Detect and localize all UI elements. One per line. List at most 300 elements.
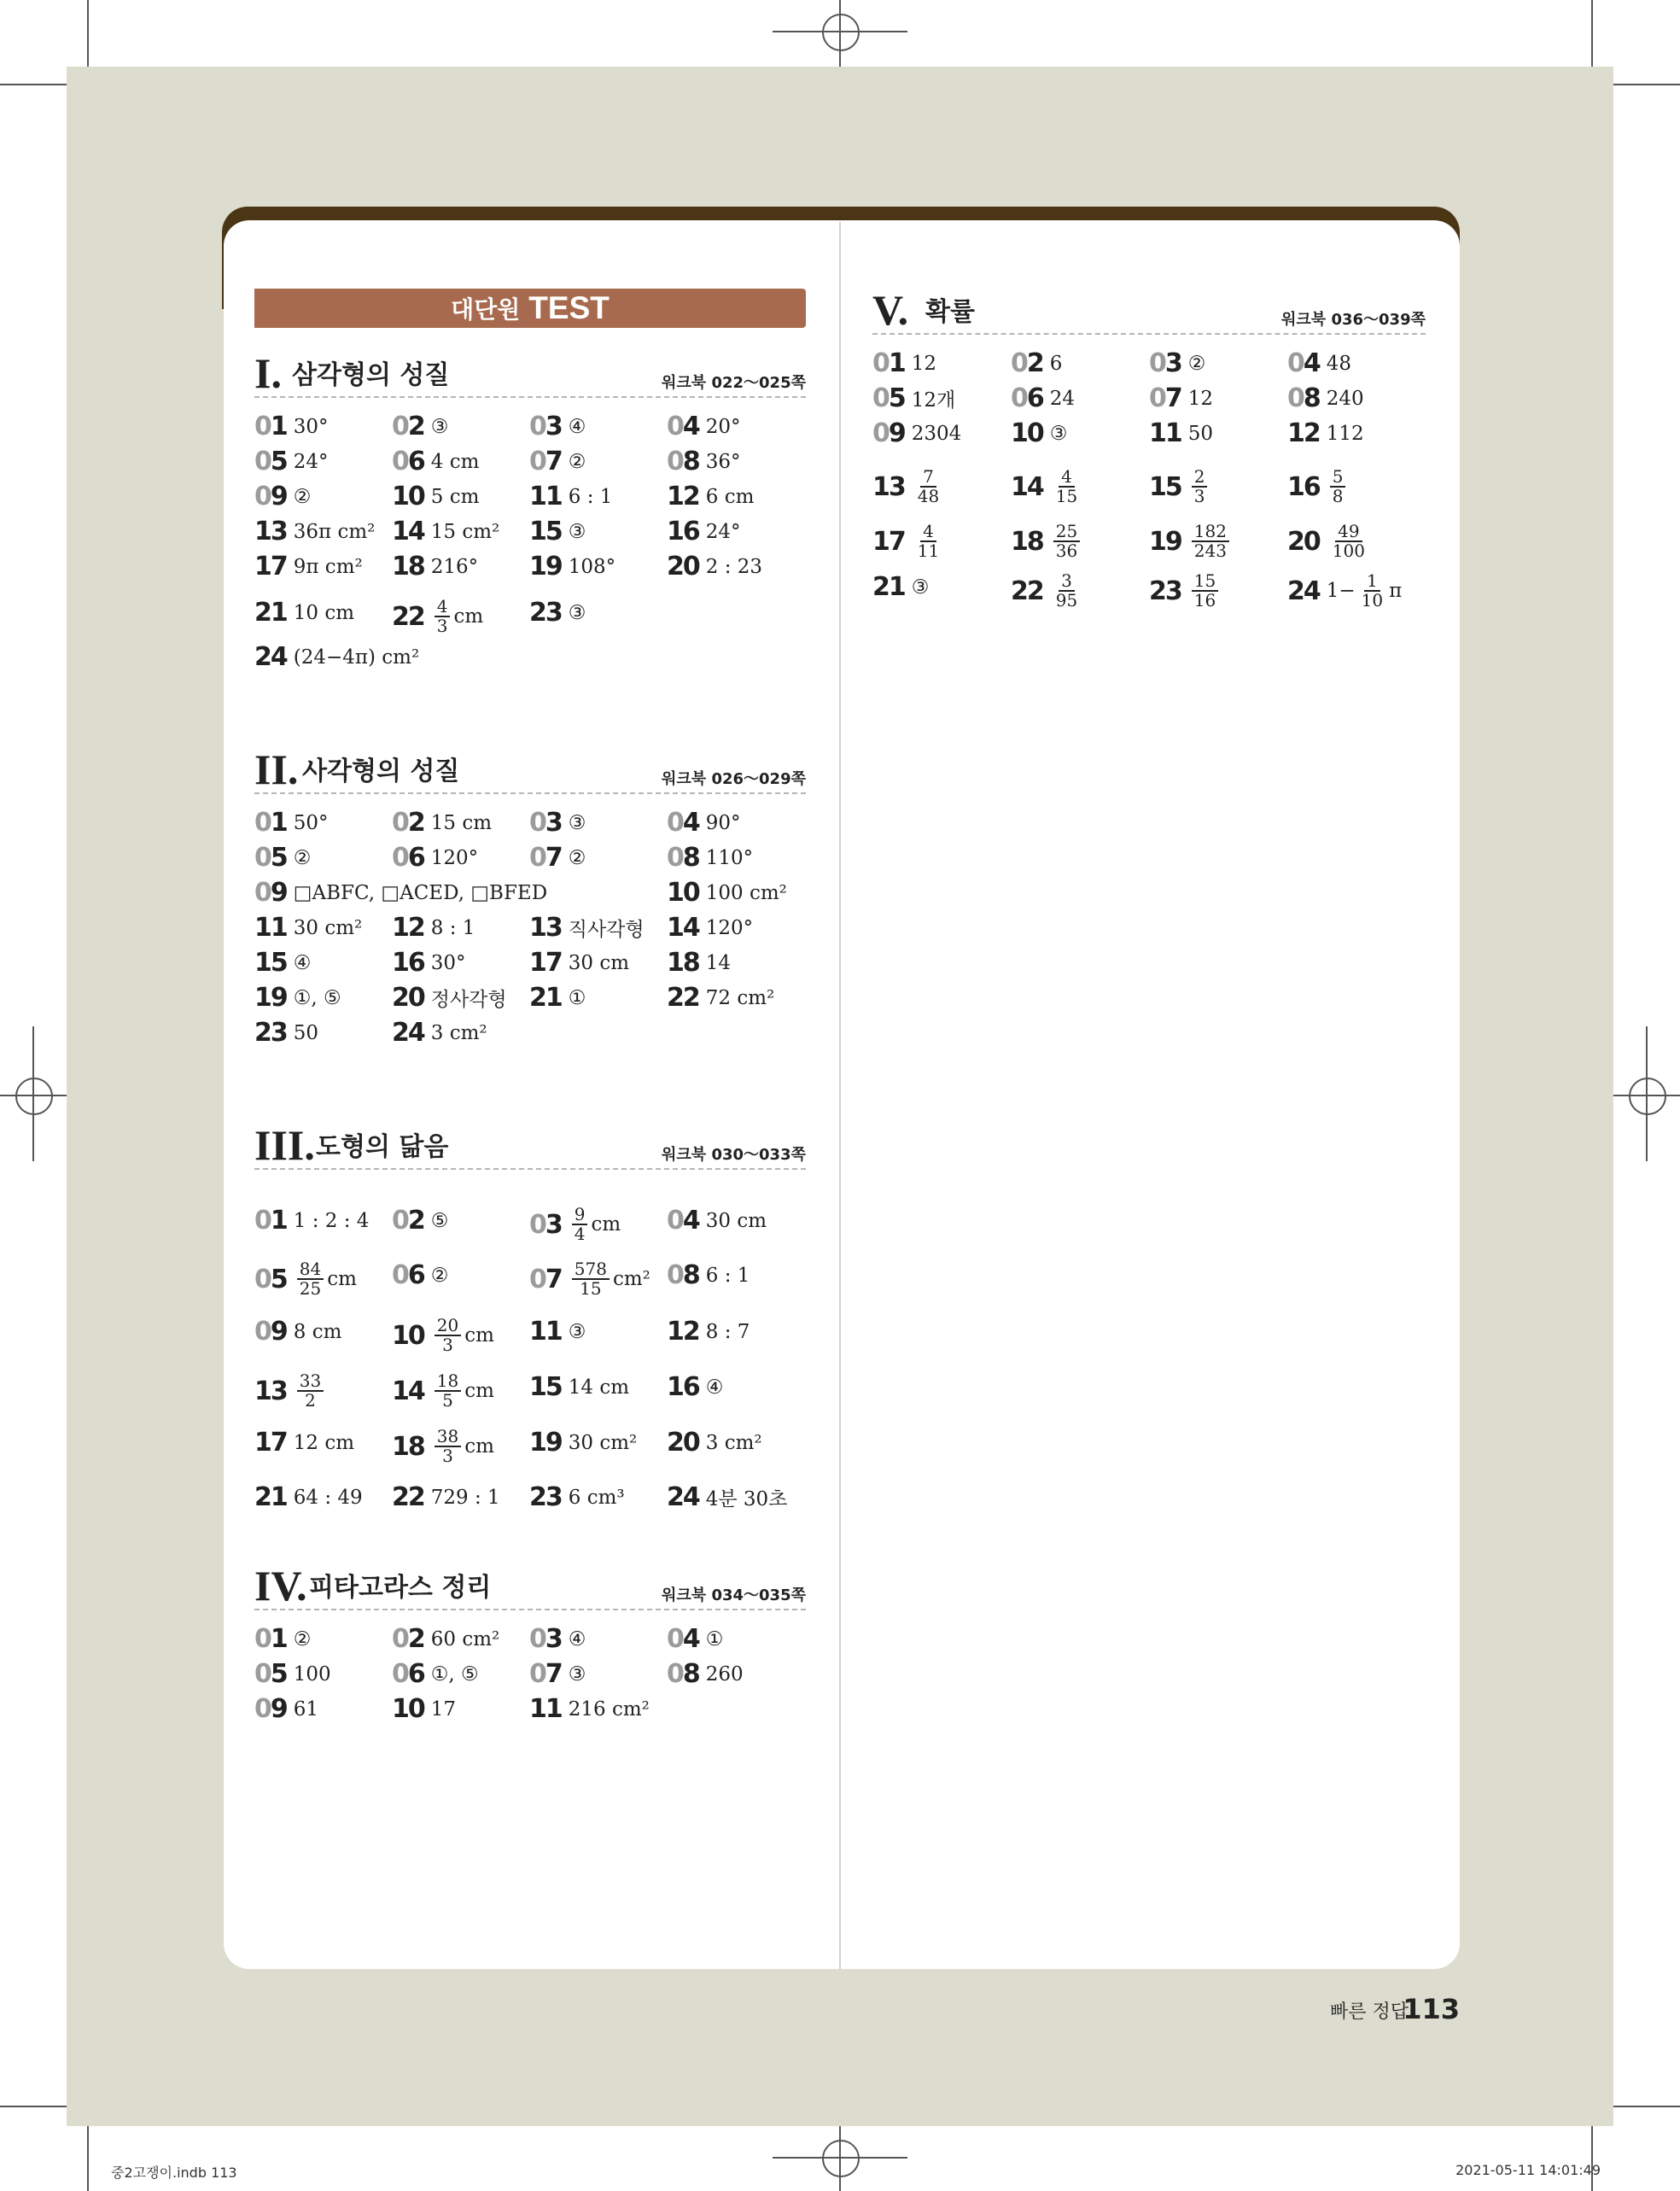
number-digit: 2 bbox=[407, 1206, 424, 1236]
leading-zero: 0 bbox=[254, 1264, 271, 1294]
answer-item bbox=[667, 412, 741, 441]
answer-unit: cm bbox=[453, 605, 484, 628]
number-digit: 6 bbox=[1026, 383, 1043, 413]
number-digit: 4 bbox=[682, 1206, 699, 1236]
answer-unit: cm² bbox=[612, 1268, 650, 1290]
answer-unit: cm bbox=[591, 1213, 621, 1236]
fraction-denominator: 2 bbox=[305, 1390, 316, 1411]
answer-text: ③ bbox=[1049, 422, 1068, 445]
answer-text: 216 cm² bbox=[568, 1697, 650, 1721]
answer-text: ④ bbox=[705, 1376, 724, 1399]
number-digit: 5 bbox=[888, 383, 905, 413]
answer-text: 14 cm bbox=[568, 1376, 630, 1399]
section-4 bbox=[254, 1557, 806, 1724]
answer-text: ② bbox=[293, 485, 312, 508]
answer-text: ② bbox=[293, 846, 312, 869]
answer-item bbox=[392, 552, 478, 581]
number-digit: 9 bbox=[270, 482, 287, 511]
answer-text: ① bbox=[705, 1627, 724, 1651]
workbook-reference: 워크북 026～029쪽 bbox=[662, 770, 806, 788]
answer-text: 3 cm² bbox=[430, 1021, 487, 1044]
question-number bbox=[254, 482, 287, 511]
answer-text: 48 bbox=[1326, 352, 1352, 375]
answer-item bbox=[254, 412, 329, 441]
question-number: 16 bbox=[667, 517, 699, 546]
question-number: 18 bbox=[392, 1431, 424, 1462]
leading-zero: 0 bbox=[392, 843, 408, 873]
answer-text: 직사각형 bbox=[568, 919, 645, 941]
number-digit: 7 bbox=[545, 1659, 562, 1689]
number-digit: 9 bbox=[888, 418, 905, 448]
crop-mark bbox=[87, 2126, 89, 2191]
answer-item bbox=[529, 447, 586, 476]
answer-text: 6 : 1 bbox=[705, 1264, 750, 1287]
answer-prefix: 1− bbox=[1326, 580, 1356, 602]
question-number bbox=[1149, 348, 1181, 378]
leading-zero: 0 bbox=[872, 348, 889, 378]
answer-item bbox=[667, 1206, 767, 1236]
answer-text: 30 cm bbox=[568, 951, 630, 974]
fraction-denominator: 3 bbox=[436, 616, 448, 636]
answer-item bbox=[529, 1372, 629, 1402]
question-number bbox=[392, 1206, 424, 1236]
question-number bbox=[254, 1317, 287, 1347]
question-number: 18 bbox=[1011, 526, 1043, 557]
answer-item bbox=[667, 447, 741, 476]
answer-text: 110° bbox=[705, 846, 754, 869]
answer-text: 10 cm bbox=[293, 601, 355, 624]
answer-text: 15 cm bbox=[430, 811, 493, 834]
number-digit: 4 bbox=[682, 412, 699, 441]
answer-text: ①, ⑤ bbox=[293, 986, 341, 1009]
fraction bbox=[572, 1206, 588, 1243]
fraction bbox=[435, 1428, 461, 1465]
answer-item bbox=[254, 1428, 354, 1458]
number-digit: 5 bbox=[270, 447, 287, 476]
answer-text: 112 bbox=[1326, 422, 1364, 445]
answer-item bbox=[872, 348, 936, 378]
question-number: 17 bbox=[529, 948, 562, 978]
section-1 bbox=[254, 345, 806, 672]
question-number: 17 bbox=[254, 1428, 287, 1458]
fraction-denominator: 15 bbox=[1055, 486, 1078, 506]
crop-mark bbox=[1591, 2126, 1593, 2191]
answer-unit: cm bbox=[464, 1435, 494, 1458]
answer-item bbox=[1287, 383, 1364, 413]
answer-text: 100 cm² bbox=[705, 881, 787, 904]
answer-text: ② bbox=[568, 846, 586, 869]
banner-word: TEST bbox=[528, 290, 610, 325]
section-title: 사각형의 성질 bbox=[302, 757, 460, 786]
answer-item bbox=[392, 1018, 487, 1048]
section-3 bbox=[254, 1117, 806, 1512]
number-digit: 5 bbox=[270, 843, 287, 873]
answer-item bbox=[254, 808, 329, 838]
fraction-denominator: 11 bbox=[917, 540, 940, 561]
fraction-numerator: 2 bbox=[1192, 468, 1208, 488]
leading-zero: 0 bbox=[392, 808, 408, 838]
answer-item bbox=[529, 598, 586, 628]
answer-item bbox=[667, 1317, 750, 1347]
answer-item bbox=[529, 517, 586, 546]
registration-mark bbox=[32, 1026, 34, 1161]
answer-item bbox=[254, 1482, 363, 1512]
number-digit: 8 bbox=[682, 447, 699, 476]
fraction-numerator: 578 bbox=[572, 1260, 610, 1280]
leading-zero: 0 bbox=[667, 1260, 683, 1290]
answer-item bbox=[529, 1659, 586, 1689]
answer-item bbox=[392, 1624, 499, 1654]
answer-text: 14 bbox=[705, 951, 732, 974]
question-number: 14 bbox=[667, 913, 699, 943]
answer-item bbox=[529, 1206, 621, 1243]
question-number bbox=[667, 843, 699, 873]
question-number: 24 bbox=[254, 642, 287, 672]
leading-zero: 0 bbox=[529, 808, 545, 838]
answer-item bbox=[254, 1694, 318, 1724]
answer-text: 4분 30초 bbox=[705, 1488, 788, 1510]
fraction bbox=[572, 1260, 610, 1298]
answer-item bbox=[392, 1482, 500, 1512]
fraction-denominator: 243 bbox=[1193, 540, 1227, 561]
answer-text: 90° bbox=[705, 811, 741, 834]
answer-item bbox=[667, 1659, 744, 1689]
answer-text: ⑤ bbox=[430, 1209, 449, 1232]
answer-text: 1 : 2 : 4 bbox=[293, 1209, 370, 1232]
number-digit: 6 bbox=[407, 447, 424, 476]
answer-text: 30 cm bbox=[705, 1209, 767, 1232]
question-number bbox=[529, 1210, 562, 1240]
workbook-reference: 워크북 022～025쪽 bbox=[662, 374, 806, 392]
question-number bbox=[254, 447, 287, 476]
question-number bbox=[872, 348, 905, 378]
answer-text: 12개 bbox=[911, 389, 956, 412]
crop-mark bbox=[1613, 84, 1680, 85]
number-digit: 2 bbox=[407, 412, 424, 441]
question-number bbox=[529, 447, 562, 476]
answer-item bbox=[254, 1624, 311, 1654]
leading-zero: 0 bbox=[667, 447, 683, 476]
fraction-denominator: 10 bbox=[1361, 590, 1384, 611]
leading-zero: 0 bbox=[254, 1694, 271, 1724]
fraction-numerator: 84 bbox=[297, 1260, 324, 1280]
number-digit: 3 bbox=[545, 808, 562, 838]
section-header bbox=[254, 741, 806, 794]
leading-zero: 0 bbox=[254, 1659, 271, 1689]
answer-text: ③ bbox=[911, 576, 930, 599]
fraction bbox=[1330, 523, 1368, 560]
answer-item bbox=[392, 412, 448, 441]
answer-text: ③ bbox=[568, 1320, 586, 1343]
leading-zero: 0 bbox=[667, 843, 683, 873]
registration-mark bbox=[822, 14, 860, 51]
answer-text: 12 bbox=[911, 352, 937, 375]
answer-item bbox=[254, 1206, 369, 1236]
answer-item bbox=[667, 1624, 723, 1654]
answer-item bbox=[254, 878, 547, 908]
answer-text: 8 : 1 bbox=[430, 916, 475, 939]
answer-item bbox=[1287, 418, 1364, 448]
crop-mark bbox=[1591, 0, 1593, 67]
fraction-numerator: 3 bbox=[1059, 572, 1075, 592]
number-digit: 7 bbox=[1164, 383, 1181, 413]
question-number: 11 bbox=[529, 1317, 562, 1347]
answer-item bbox=[667, 948, 731, 978]
question-number bbox=[1011, 348, 1043, 378]
answer-item bbox=[392, 1260, 448, 1290]
workbook-reference: 워크북 034～035쪽 bbox=[662, 1586, 806, 1604]
leading-zero: 0 bbox=[254, 447, 271, 476]
answer-text: 24° bbox=[293, 450, 329, 473]
fraction-denominator: 4 bbox=[574, 1224, 586, 1244]
answer-item bbox=[529, 1260, 650, 1298]
leading-zero: 0 bbox=[1011, 348, 1027, 378]
answer-item bbox=[1149, 468, 1210, 505]
fraction-numerator: 15 bbox=[1192, 572, 1218, 592]
answer-item bbox=[667, 517, 741, 546]
fraction bbox=[1192, 468, 1208, 505]
question-number: 15 bbox=[254, 948, 287, 978]
question-number bbox=[254, 1659, 287, 1689]
question-number bbox=[392, 808, 424, 838]
answer-item bbox=[254, 948, 311, 978]
answer-item bbox=[254, 447, 329, 476]
fraction bbox=[435, 1372, 461, 1410]
question-number: 15 bbox=[1149, 471, 1181, 502]
answer-item bbox=[392, 1659, 479, 1689]
page-number-text: 113 bbox=[1403, 1993, 1460, 2025]
question-number bbox=[1149, 383, 1181, 413]
answer-text: ② bbox=[430, 1264, 449, 1287]
fraction bbox=[297, 1260, 324, 1298]
leading-zero: 0 bbox=[254, 843, 271, 873]
answer-unit: cm bbox=[464, 1380, 494, 1402]
question-number: 14 bbox=[392, 517, 424, 546]
answer-item bbox=[667, 1260, 750, 1290]
question-number: 16 bbox=[667, 1372, 699, 1402]
question-number: 21 bbox=[872, 572, 905, 602]
answer-item bbox=[529, 1694, 650, 1724]
answer-item bbox=[254, 1260, 357, 1298]
answer-text: 120° bbox=[705, 916, 754, 939]
answer-item bbox=[254, 1372, 327, 1410]
question-number bbox=[667, 1624, 699, 1654]
question-number bbox=[254, 412, 287, 441]
question-number bbox=[529, 843, 562, 873]
question-number bbox=[667, 1206, 699, 1236]
registration-mark bbox=[822, 2140, 860, 2177]
question-number: 16 bbox=[392, 948, 424, 978]
section-title: 확률 bbox=[925, 297, 975, 327]
answer-item bbox=[1011, 418, 1067, 448]
answer-item bbox=[1149, 572, 1222, 610]
fraction-numerator: 4 bbox=[435, 598, 451, 617]
number-digit: 6 bbox=[407, 843, 424, 873]
question-number: 13 bbox=[254, 1376, 287, 1406]
question-number: 11 bbox=[1149, 418, 1181, 448]
answer-text: 60 cm² bbox=[430, 1627, 500, 1651]
question-number bbox=[667, 1659, 699, 1689]
answer-text: 6 cm³ bbox=[568, 1486, 625, 1509]
registration-mark bbox=[839, 2126, 841, 2191]
fraction bbox=[915, 468, 942, 505]
answer-text: 20° bbox=[705, 415, 741, 438]
answer-text: 3 cm² bbox=[705, 1431, 762, 1454]
answer-item bbox=[872, 572, 929, 602]
leading-zero: 0 bbox=[392, 1206, 408, 1236]
banner-prefix: 대단원 bbox=[451, 295, 521, 324]
answer-text: ④ bbox=[568, 1627, 586, 1651]
fraction-numerator: 20 bbox=[435, 1317, 461, 1336]
answer-item bbox=[529, 482, 612, 511]
fraction-numerator: 33 bbox=[297, 1372, 324, 1392]
question-number: 10 bbox=[1011, 418, 1043, 448]
answer-item bbox=[872, 468, 945, 505]
answer-item bbox=[1149, 383, 1213, 413]
fraction-numerator: 4 bbox=[920, 523, 936, 542]
fraction bbox=[435, 598, 451, 635]
question-number: 13 bbox=[254, 517, 287, 546]
answer-text: 216° bbox=[430, 555, 479, 578]
leading-zero: 0 bbox=[529, 843, 545, 873]
question-number: 18 bbox=[667, 948, 699, 978]
number-digit: 1 bbox=[270, 1206, 287, 1236]
answer-text: 30 cm² bbox=[568, 1431, 638, 1454]
answer-item bbox=[529, 412, 586, 441]
question-number bbox=[392, 1260, 424, 1290]
leading-zero: 0 bbox=[254, 1206, 271, 1236]
question-number: 22 bbox=[392, 1482, 424, 1512]
fraction bbox=[1192, 572, 1218, 610]
question-number: 21 bbox=[529, 983, 562, 1013]
section-2 bbox=[254, 741, 806, 1048]
question-number: 10 bbox=[392, 1320, 424, 1351]
question-number bbox=[392, 447, 424, 476]
leading-zero: 0 bbox=[1287, 348, 1304, 378]
question-number bbox=[254, 843, 287, 873]
question-number: 19 bbox=[254, 983, 287, 1013]
answer-item bbox=[392, 482, 479, 511]
answer-text: ② bbox=[293, 1627, 312, 1651]
fraction bbox=[435, 1317, 461, 1354]
question-number: 20 bbox=[667, 552, 699, 581]
answer-text: 50 bbox=[293, 1021, 319, 1044]
number-digit: 2 bbox=[407, 1624, 424, 1654]
fraction-numerator: 7 bbox=[920, 468, 936, 488]
answer-item bbox=[392, 948, 466, 978]
number-digit: 1 bbox=[270, 412, 287, 441]
question-number bbox=[1011, 383, 1043, 413]
leading-zero: 0 bbox=[872, 383, 889, 413]
leading-zero: 0 bbox=[392, 1624, 408, 1654]
fraction-denominator: 100 bbox=[1332, 540, 1365, 561]
question-number bbox=[529, 1624, 562, 1654]
leading-zero: 0 bbox=[254, 1624, 271, 1654]
fraction-numerator: 1 bbox=[1364, 572, 1380, 592]
leading-zero: 0 bbox=[667, 1624, 683, 1654]
roman-numeral: II. bbox=[254, 745, 299, 793]
question-number bbox=[392, 843, 424, 873]
answer-text: 6 cm bbox=[705, 485, 755, 508]
section-5 bbox=[872, 282, 1426, 611]
question-number bbox=[667, 1260, 699, 1290]
leading-zero: 0 bbox=[529, 1264, 545, 1294]
fraction-denominator: 36 bbox=[1055, 540, 1078, 561]
answer-item bbox=[1011, 523, 1083, 560]
answer-text: 5 cm bbox=[430, 485, 480, 508]
question-number: 19 bbox=[529, 552, 562, 581]
registration-mark bbox=[1629, 1078, 1666, 1115]
registration-mark bbox=[15, 1078, 53, 1115]
answer-item bbox=[392, 517, 499, 546]
question-number: 10 bbox=[667, 878, 699, 908]
crop-mark bbox=[87, 0, 89, 67]
question-number: 20 bbox=[667, 1428, 699, 1458]
leading-zero: 0 bbox=[392, 447, 408, 476]
answer-text: 30° bbox=[293, 415, 329, 438]
question-number: 16 bbox=[1287, 471, 1320, 502]
leading-zero: 0 bbox=[529, 1209, 545, 1240]
answer-item bbox=[254, 983, 341, 1013]
answer-item bbox=[667, 878, 787, 908]
question-number bbox=[529, 1659, 562, 1689]
answer-item bbox=[529, 948, 629, 978]
answer-item bbox=[1287, 348, 1351, 378]
fraction bbox=[1053, 523, 1080, 560]
number-digit: 2 bbox=[1026, 348, 1043, 378]
question-number bbox=[392, 1659, 424, 1689]
answer-text: 8 : 7 bbox=[705, 1320, 750, 1343]
answer-item bbox=[392, 1317, 494, 1354]
leading-zero: 0 bbox=[529, 1624, 545, 1654]
answer-item bbox=[254, 1659, 331, 1689]
answer-item bbox=[667, 983, 774, 1013]
question-number: 21 bbox=[254, 1482, 287, 1512]
question-number: 17 bbox=[254, 552, 287, 581]
leading-zero: 0 bbox=[254, 808, 271, 838]
answer-text: ③ bbox=[568, 811, 586, 834]
question-number: 20 bbox=[1287, 526, 1320, 557]
question-number: 20 bbox=[392, 983, 424, 1013]
answer-item bbox=[529, 983, 586, 1013]
number-digit: 8 bbox=[682, 1659, 699, 1689]
fraction bbox=[915, 523, 942, 560]
answer-text: 61 bbox=[293, 1697, 319, 1721]
answer-item bbox=[529, 1428, 637, 1458]
answer-text: 4 cm bbox=[430, 450, 480, 473]
number-digit: 1 bbox=[888, 348, 905, 378]
question-number bbox=[529, 808, 562, 838]
answer-item bbox=[392, 913, 475, 943]
section-title: 도형의 닮음 bbox=[316, 1132, 449, 1162]
fraction-denominator: 3 bbox=[442, 1335, 453, 1355]
fraction-numerator: 182 bbox=[1192, 523, 1229, 542]
section-header bbox=[254, 345, 806, 398]
question-number: 21 bbox=[254, 598, 287, 628]
answer-text: 2 : 23 bbox=[705, 555, 763, 578]
question-number: 14 bbox=[392, 1376, 424, 1406]
roman-numeral: IV. bbox=[254, 1562, 307, 1610]
question-number: 10 bbox=[392, 482, 424, 511]
answer-text: 72 cm² bbox=[705, 986, 775, 1009]
question-number bbox=[254, 1265, 287, 1294]
answer-text: ①, ⑤ bbox=[430, 1662, 479, 1686]
question-number: 22 bbox=[1011, 576, 1043, 606]
footer-label-text: 빠른 정답 bbox=[1329, 2001, 1409, 2023]
leading-zero: 0 bbox=[667, 412, 683, 441]
answer-unit: cm bbox=[464, 1324, 494, 1347]
answer-item bbox=[667, 482, 754, 511]
